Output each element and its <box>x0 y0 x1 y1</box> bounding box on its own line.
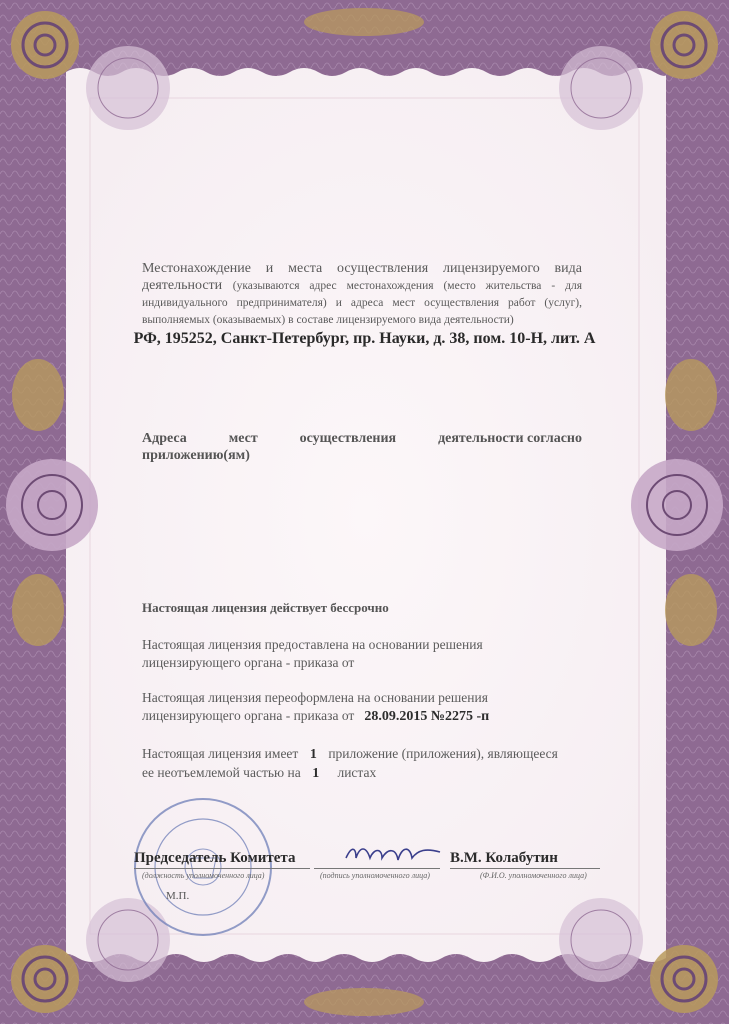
intro-line-3: индивидуального предпринимателя) и адреса мест осуществления работ (услуг), <box>142 297 582 309</box>
basis-granted <box>142 636 483 672</box>
name-line <box>450 868 600 869</box>
places-word-2: мест <box>228 431 258 446</box>
appendix-statement <box>142 745 558 783</box>
caption-position: (должность уполномоченного лица) <box>142 871 265 880</box>
position-line <box>134 868 310 869</box>
places-word-1: Адреса <box>142 431 187 446</box>
places-line-2: приложению(ям) <box>142 448 250 463</box>
appendix-post-2: листах <box>337 765 377 780</box>
caption-signature: (подпись уполномоченного лица) <box>320 871 430 880</box>
basis-reissued-line-2: лицензирующего органа - приказа от <box>142 708 355 723</box>
basis-granted-line-2: лицензирующего органа - приказа от <box>142 655 355 670</box>
basis-reissued <box>142 689 489 726</box>
validity-statement: Настоящая лицензия действует бессрочно <box>142 600 389 615</box>
signatory-position: Председатель Комитета <box>134 850 296 866</box>
appendix-sheets: 1 <box>312 766 320 781</box>
basis-reissued-line-1: Настоящая лицензия переоформлена на основании решения <box>142 690 488 705</box>
location-intro <box>142 260 582 329</box>
appendix-pre-2: ее неотъемлемой частью на <box>142 765 301 780</box>
appendix-pre-1: Настоящая лицензия имеет <box>142 746 299 761</box>
appendix-count: 1 <box>309 747 317 762</box>
signature-block <box>134 845 600 885</box>
places-word-3: осуществления <box>299 431 397 446</box>
reissue-order-number: 28.09.2015 №2275 -п <box>364 709 490 724</box>
signatory-name: В.М. Колабутин <box>450 850 558 866</box>
appendix-post-1: приложение (приложения), являющееся <box>328 746 558 761</box>
licensee-address: РФ, 195252, Санкт-Петербург, пр. Науки, д. 38, пом. 10-Н, лит. А <box>133 330 596 347</box>
caption-name: (Ф.И.О. уполномоченного лица) <box>480 871 587 880</box>
intro-line-4: выполняемых (оказываемых) в составе лицензируемого вида деятельности) <box>142 314 514 326</box>
stamp-place-label: М.П. <box>166 890 190 902</box>
intro-line-2a: деятельности <box>142 278 223 293</box>
basis-granted-line-1: Настоящая лицензия предоставлена на основании решения <box>142 637 483 652</box>
places-word-4: деятельности согласно <box>438 431 582 446</box>
activity-places <box>142 430 582 464</box>
signature-line <box>314 868 440 869</box>
intro-line-2b: (указываются адрес местонахождения (место жительства - для <box>232 280 582 292</box>
intro-line-1: Местонахождение и места осуществления лицензируемого вида <box>142 261 582 276</box>
